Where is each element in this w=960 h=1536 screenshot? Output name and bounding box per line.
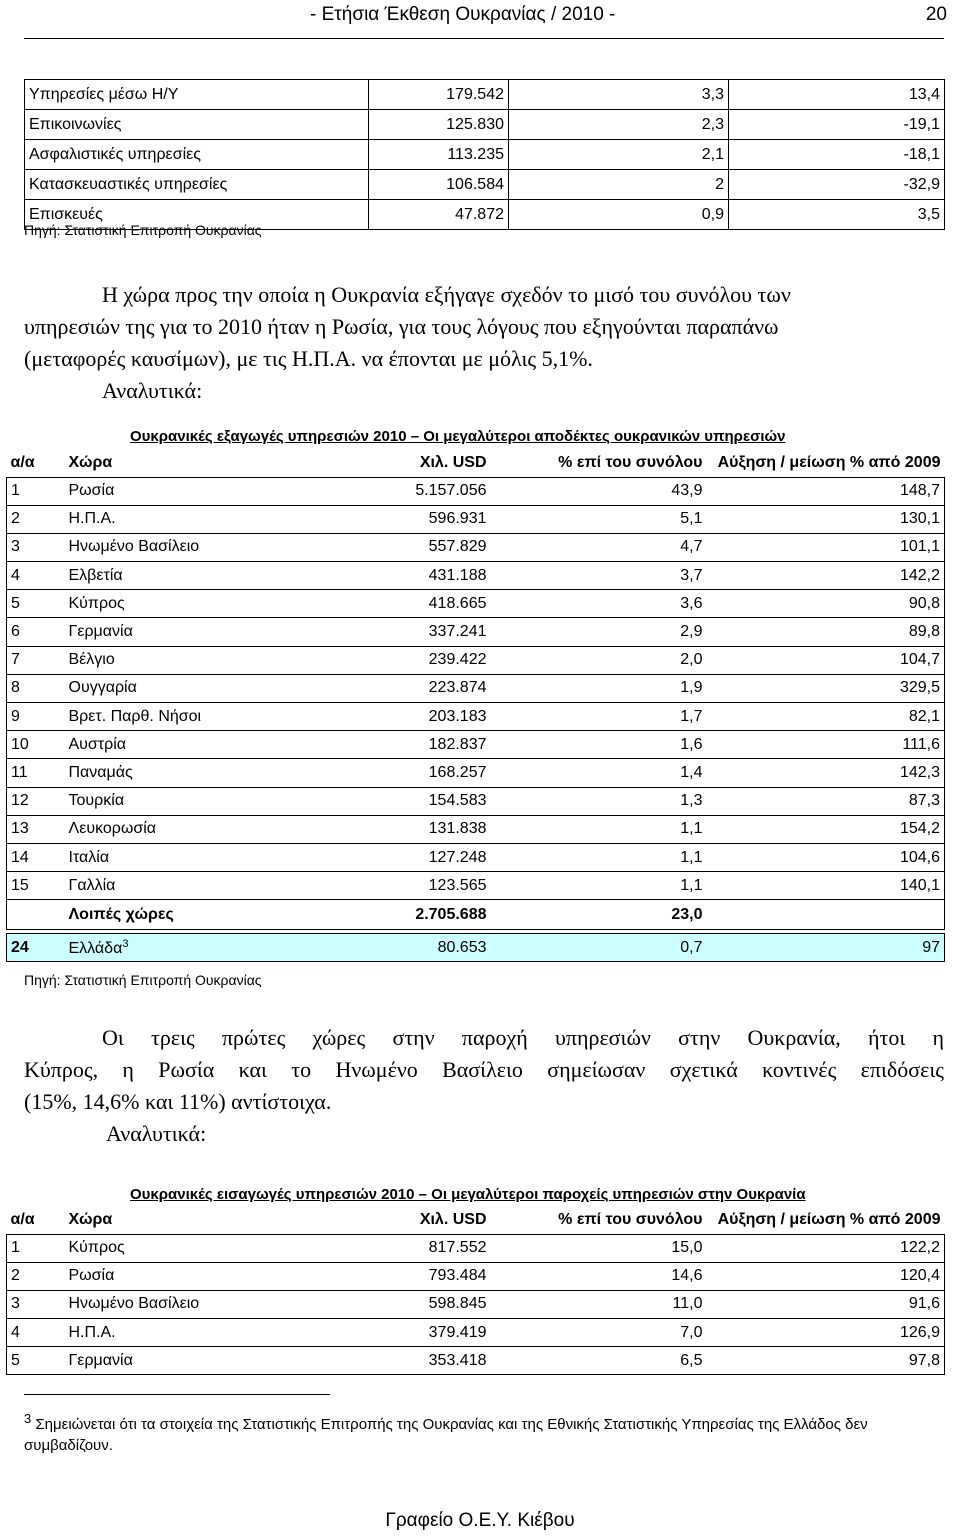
change-cell: 111,6	[707, 731, 945, 759]
value-cell: 127.248	[381, 843, 491, 871]
change-cell: 3,5	[729, 200, 945, 230]
share-cell: 0,9	[509, 200, 729, 230]
share-cell: 3,7	[491, 562, 707, 590]
column-header: Αύξηση / μείωση % από 2009	[707, 449, 945, 477]
value-cell: 431.188	[381, 562, 491, 590]
footnote-text-cont: συμβαδίζουν.	[24, 1437, 113, 1454]
share-cell: 3,3	[509, 80, 729, 110]
rank-cell: 14	[7, 843, 65, 871]
value-cell: 179.542	[369, 80, 509, 110]
imports-table-title: Ουκρανικές εισαγωγές υπηρεσιών 2010 – Οι μεγαλύτεροι παροχείς υπηρεσιών στην Ουκρανία	[130, 1186, 806, 1203]
table-row	[25, 110, 945, 140]
rank-cell: 9	[7, 703, 65, 731]
greece-row	[7, 934, 945, 962]
header-title: - Ετήσια Έκθεση Ουκρανίας / 2010 -	[310, 4, 616, 25]
country-cell: Αυστρία	[65, 731, 381, 759]
imports-table	[6, 1206, 945, 1375]
table-row	[7, 562, 945, 590]
rank-cell: 1	[7, 1234, 65, 1262]
rank-cell: 2	[7, 1262, 65, 1290]
rank-cell: 1	[7, 477, 65, 505]
country-cell: Ρωσία	[65, 477, 381, 505]
value-cell: 5.157.056	[381, 477, 491, 505]
table-row	[7, 872, 945, 900]
table-row	[7, 505, 945, 533]
table-header-row	[7, 449, 945, 477]
column-header: Χιλ. USD	[381, 449, 491, 477]
country-name: Ελλάδα	[68, 939, 123, 957]
rank-cell: 4	[7, 562, 65, 590]
paragraph-line: Η χώρα προς την οποία η Ουκρανία εξήγαγε σχεδόν το μισό του συνόλου των	[102, 282, 791, 307]
table-row	[7, 533, 945, 561]
share-cell: 23,0	[491, 900, 707, 930]
others-row	[7, 900, 945, 930]
rank-cell: 24	[7, 934, 65, 962]
country-cell: Λοιπές χώρες	[65, 900, 381, 930]
country-cell: Βρετ. Παρθ. Νήσοι	[65, 703, 381, 731]
share-cell: 1,1	[491, 815, 707, 843]
rank-cell: 11	[7, 759, 65, 787]
share-cell: 5,1	[491, 505, 707, 533]
share-cell: 1,1	[491, 872, 707, 900]
detail-label: Αναλυτικά:	[102, 378, 203, 403]
value-cell: 379.419	[381, 1319, 491, 1347]
page-header	[0, 4, 960, 28]
country-cell	[65, 934, 381, 962]
change-cell	[707, 900, 945, 930]
table-row	[7, 1262, 945, 1290]
change-cell: 90,8	[707, 590, 945, 618]
change-cell: 89,8	[707, 618, 945, 646]
column-header: % επί του συνόλου	[491, 449, 707, 477]
rank-cell: 8	[7, 674, 65, 702]
value-cell: 113.235	[369, 140, 509, 170]
country-cell: Ηνωμένο Βασίλειο	[65, 1290, 381, 1318]
change-cell: 91,6	[707, 1290, 945, 1318]
source-note-exports: Πηγή: Στατιστική Επιτροπή Ουκρανίας	[24, 972, 262, 988]
change-cell: -32,9	[729, 170, 945, 200]
value-cell: 203.183	[381, 703, 491, 731]
country-cell: Η.Π.Α.	[65, 1319, 381, 1347]
share-cell: 11,0	[491, 1290, 707, 1318]
share-cell: 4,7	[491, 533, 707, 561]
country-cell: Ελβετία	[65, 562, 381, 590]
table-row	[7, 674, 945, 702]
value-cell: 106.584	[369, 170, 509, 200]
share-cell: 2,3	[509, 110, 729, 140]
country-cell: Γερμανία	[65, 618, 381, 646]
value-cell: 131.838	[381, 815, 491, 843]
rank-cell: 2	[7, 505, 65, 533]
column-header: α/α	[7, 449, 65, 477]
change-cell: 329,5	[707, 674, 945, 702]
value-cell: 598.845	[381, 1290, 491, 1318]
column-header: α/α	[7, 1206, 65, 1234]
share-cell: 1,4	[491, 759, 707, 787]
paragraph-line: (15%, 14,6% και 11%) αντίστοιχα.	[24, 1089, 332, 1114]
country-cell: Ηνωμένο Βασίλειο	[65, 533, 381, 561]
paragraph-line: Οι τρεις πρώτες χώρες στην παροχή υπηρεσιών στην Ουκρανία, ήτοι η	[102, 1025, 944, 1050]
country-cell: Κύπρος	[65, 590, 381, 618]
share-cell: 2,1	[509, 140, 729, 170]
share-cell: 2,9	[491, 618, 707, 646]
change-cell: 154,2	[707, 815, 945, 843]
table-row	[7, 815, 945, 843]
value-cell: 125.830	[369, 110, 509, 140]
change-cell: 97	[707, 934, 945, 962]
country-cell: Λευκορωσία	[65, 815, 381, 843]
value-cell: 596.931	[381, 505, 491, 533]
share-cell: 3,6	[491, 590, 707, 618]
column-header: Χώρα	[65, 449, 381, 477]
table-row	[7, 477, 945, 505]
share-cell: 6,5	[491, 1347, 707, 1375]
rank-cell: 3	[7, 1290, 65, 1318]
rank-cell: 5	[7, 1347, 65, 1375]
service-name-cell: Επικοινωνίες	[25, 110, 369, 140]
value-cell: 239.422	[381, 646, 491, 674]
change-cell: 126,9	[707, 1319, 945, 1347]
change-cell: 142,2	[707, 562, 945, 590]
table-row	[7, 590, 945, 618]
table-row	[25, 140, 945, 170]
change-cell: 104,7	[707, 646, 945, 674]
rank-cell: 13	[7, 815, 65, 843]
table-row	[7, 731, 945, 759]
table-row	[7, 618, 945, 646]
change-cell: 130,1	[707, 505, 945, 533]
value-cell: 793.484	[381, 1262, 491, 1290]
footnote	[24, 1408, 944, 1456]
value-cell: 223.874	[381, 674, 491, 702]
table-header-row	[7, 1206, 945, 1234]
country-cell: Γερμανία	[65, 1347, 381, 1375]
rank-cell: 4	[7, 1319, 65, 1347]
rank-cell: 5	[7, 590, 65, 618]
country-cell: Ιταλία	[65, 843, 381, 871]
country-cell: Τουρκία	[65, 787, 381, 815]
service-name-cell: Υπηρεσίες μέσω Η/Υ	[25, 80, 369, 110]
value-cell: 418.665	[381, 590, 491, 618]
value-cell: 557.829	[381, 533, 491, 561]
column-header: Αύξηση / μείωση % από 2009	[707, 1206, 945, 1234]
service-name-cell: Επισκευές	[25, 200, 369, 230]
rank-cell: 12	[7, 787, 65, 815]
share-cell: 1,9	[491, 674, 707, 702]
change-cell: 142,3	[707, 759, 945, 787]
footnote-reference: 3	[122, 937, 129, 950]
country-cell: Γαλλία	[65, 872, 381, 900]
detail-label: Αναλυτικά:	[106, 1121, 207, 1146]
paragraph-exports	[24, 279, 944, 407]
table-row	[7, 843, 945, 871]
change-cell: 97,8	[707, 1347, 945, 1375]
services-continuation-table	[24, 79, 945, 230]
share-cell: 43,9	[491, 477, 707, 505]
change-cell: 13,4	[729, 80, 945, 110]
table-row	[7, 759, 945, 787]
change-cell: 140,1	[707, 872, 945, 900]
change-cell: 120,4	[707, 1262, 945, 1290]
change-cell: 82,1	[707, 703, 945, 731]
exports-table-title: Ουκρανικές εξαγωγές υπηρεσιών 2010 – Οι μεγαλύτεροι αποδέκτες ουκρανικών υπηρεσιών	[130, 428, 786, 445]
footnote-rule	[24, 1394, 330, 1395]
share-cell: 14,6	[491, 1262, 707, 1290]
page-number: 20	[925, 4, 947, 25]
share-cell: 2,0	[491, 646, 707, 674]
footnote-mark: 3	[24, 1411, 32, 1426]
paragraph-imports	[24, 1022, 944, 1150]
header-rule	[24, 38, 944, 39]
value-cell: 817.552	[381, 1234, 491, 1262]
value-cell: 353.418	[381, 1347, 491, 1375]
service-name-cell: Κατασκευαστικές υπηρεσίες	[25, 170, 369, 200]
table-row	[7, 703, 945, 731]
paragraph-line: υπηρεσιών της για το 2010 ήταν η Ρωσία, για τους λόγους που εξηγούνται παραπάνω	[24, 314, 779, 339]
share-cell: 7,0	[491, 1319, 707, 1347]
change-cell: 87,3	[707, 787, 945, 815]
change-cell: -19,1	[729, 110, 945, 140]
share-cell: 1,3	[491, 787, 707, 815]
table-row	[25, 80, 945, 110]
rank-cell: 7	[7, 646, 65, 674]
value-cell: 123.565	[381, 872, 491, 900]
column-header: % επί του συνόλου	[491, 1206, 707, 1234]
share-cell: 1,7	[491, 703, 707, 731]
footnote-text: Σημειώνεται ότι τα στοιχεία της Στατιστικής Επιτροπής της Ουκρανίας και της Εθνικής Στατιστικής Υπηρεσίας της Ελλάδος δεν	[35, 1416, 868, 1433]
value-cell: 182.837	[381, 731, 491, 759]
rank-cell: 15	[7, 872, 65, 900]
table-row	[7, 1290, 945, 1318]
column-header: Χώρα	[65, 1206, 381, 1234]
table-row	[25, 170, 945, 200]
value-cell: 2.705.688	[381, 900, 491, 930]
share-cell: 0,7	[491, 934, 707, 962]
change-cell: -18,1	[729, 140, 945, 170]
country-cell: Η.Π.Α.	[65, 505, 381, 533]
rank-cell	[7, 900, 65, 930]
table-row	[7, 1347, 945, 1375]
column-header: Χιλ. USD	[381, 1206, 491, 1234]
share-cell: 2	[509, 170, 729, 200]
value-cell: 154.583	[381, 787, 491, 815]
service-name-cell: Ασφαλιστικές υπηρεσίες	[25, 140, 369, 170]
share-cell: 1,1	[491, 843, 707, 871]
value-cell: 47.872	[369, 200, 509, 230]
table-row	[7, 787, 945, 815]
table-row	[7, 1319, 945, 1347]
rank-cell: 3	[7, 533, 65, 561]
change-cell: 101,1	[707, 533, 945, 561]
table-row	[7, 1234, 945, 1262]
change-cell: 104,6	[707, 843, 945, 871]
value-cell: 337.241	[381, 618, 491, 646]
country-cell: Κύπρος	[65, 1234, 381, 1262]
country-cell: Παναμάς	[65, 759, 381, 787]
value-cell: 80.653	[381, 934, 491, 962]
exports-table	[6, 449, 945, 962]
change-cell: 148,7	[707, 477, 945, 505]
country-cell: Ουγγαρία	[65, 674, 381, 702]
paragraph-line: (μεταφορές καυσίμων), με τις Η.Π.Α. να έπονται με μόλις 5,1%.	[24, 346, 593, 371]
country-cell: Ρωσία	[65, 1262, 381, 1290]
share-cell: 15,0	[491, 1234, 707, 1262]
value-cell: 168.257	[381, 759, 491, 787]
country-cell: Βέλγιο	[65, 646, 381, 674]
rank-cell: 6	[7, 618, 65, 646]
source-note-top: Πηγή: Στατιστική Επιτροπή Ουκρανίας	[24, 222, 262, 238]
table-row	[7, 646, 945, 674]
rank-cell: 10	[7, 731, 65, 759]
page-footer: Γραφείο Ο.Ε.Υ. Κιέβου	[385, 1510, 575, 1531]
share-cell: 1,6	[491, 731, 707, 759]
paragraph-line: Κύπρος, η Ρωσία και το Ηνωμένο Βασίλειο σημείωσαν σχετικά κοντινές επιδόσεις	[24, 1057, 944, 1082]
change-cell: 122,2	[707, 1234, 945, 1262]
